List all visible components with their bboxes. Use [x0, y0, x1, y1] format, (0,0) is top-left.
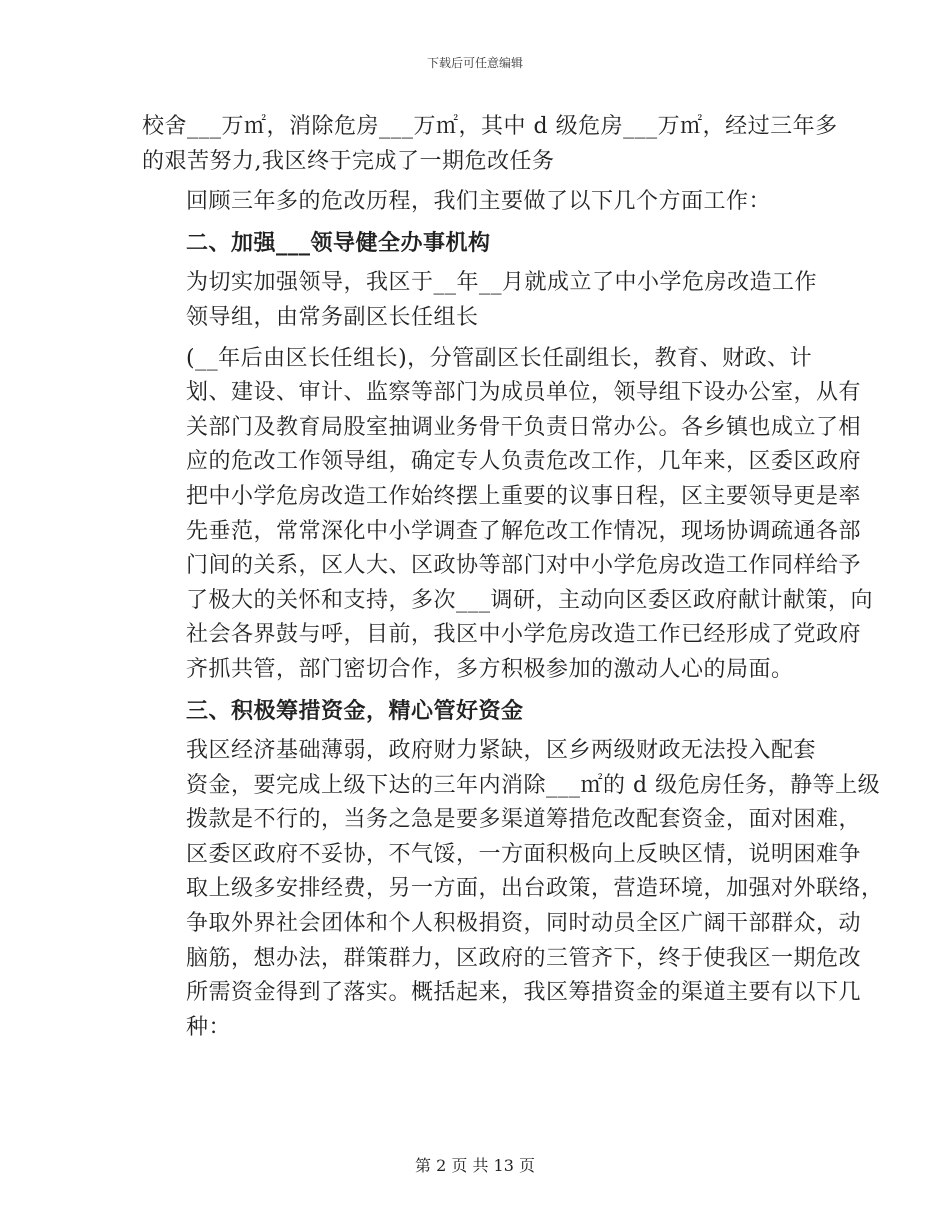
- text-line: 区委区政府不妥协，不气馁，一方面积极向上反映区情，说明困难争: [186, 841, 862, 867]
- paragraph-1: [142, 110, 838, 179]
- text-line: 关部门及教育局股室抽调业务骨干负责日常办公。各乡镇也成立了相: [186, 414, 862, 440]
- text-line: 校舍___万㎡，消除危房___万㎡，其中 d 级危房___万㎡，经过三年多: [142, 114, 838, 139]
- text-line: 应的危改工作领导组，确定专人负责危改工作，几年来，区委区政府: [186, 449, 862, 475]
- text-line: 划、建设、审计、监察等部门为成员单位，领导组下设办公室，从有: [186, 380, 862, 406]
- heading-line: 二、加强___领导健全办事机构: [186, 229, 491, 256]
- text-line: 我区经济基础薄弱，政府财力紧缺，区乡两级财政无法投入配套: [186, 738, 817, 764]
- paragraph-5: [142, 734, 884, 1045]
- text-line: 门间的关系，区人大、区政协等部门对中小学危房改造工作同样给予: [186, 553, 862, 579]
- text-line: 的艰苦努力,我区终于完成了一期危改任务: [142, 148, 555, 174]
- heading-line: 三、积极筹措资金，精心管好资金: [186, 697, 524, 724]
- paragraph-4: [142, 342, 874, 688]
- paragraph-2: [142, 185, 808, 220]
- document-body: [142, 110, 884, 1045]
- text-line: 拨款是不行的，当务之急是要多渠道筹措危改配套资金，面对困难，: [186, 807, 862, 833]
- page-footer: 第 2 页 共 13 页: [415, 1156, 535, 1175]
- text-line: 脑筋，想办法，群策群力，区政府的三管齐下，终于使我区一期危改: [186, 945, 862, 971]
- text-line: 把中小学危房改造工作始终摆上重要的议事日程，区主要领导更是率: [186, 483, 862, 509]
- text-line: 争取外界社会团体和个人积极捐资，同时动员全区广阔干部群众，动: [186, 911, 862, 937]
- section-heading-2: [142, 226, 808, 261]
- text-line: 先垂范，常常深化中小学调查了解危改工作情况，现场协调疏通各部: [186, 518, 862, 544]
- text-line: (__年后由区长任组长)，分管副区长任副组长，教育、财政、计: [186, 345, 813, 371]
- text-line: 为切实加强领导，我区于__年__月就成立了中小学危房改造工作: [186, 270, 818, 296]
- text-line: 了极大的关怀和支持，多次___调研，主动向区委区政府献计献策，向: [186, 587, 874, 613]
- page-header: 下载后可任意编辑: [426, 56, 523, 70]
- text-line: 所需资金得到了落实。概括起来，我区筹措资金的渠道主要有以下几: [186, 980, 862, 1006]
- section-heading-3: [142, 694, 808, 729]
- text-line: 种：: [186, 1014, 232, 1040]
- text-line: 回顾三年多的危改历程，我们主要做了以下几个方面工作：: [186, 189, 772, 215]
- text-line: 取上级多安排经费，另一方面，出台政策，营造环境，加强对外联络，: [186, 876, 884, 902]
- text-line: 资金，要完成上级下达的三年内消除___㎡的 d 级危房任务，静等上级: [186, 772, 881, 798]
- text-line: 齐抓共管，部门密切合作，多方积极参加的激动人心的局面。: [186, 656, 794, 682]
- text-line: 社会各界鼓与呼，目前，我区中小学危房改造工作已经形成了党政府: [186, 622, 862, 648]
- text-line: 领导组，由常务副区长任组长: [186, 304, 479, 330]
- paragraph-3: [142, 266, 818, 335]
